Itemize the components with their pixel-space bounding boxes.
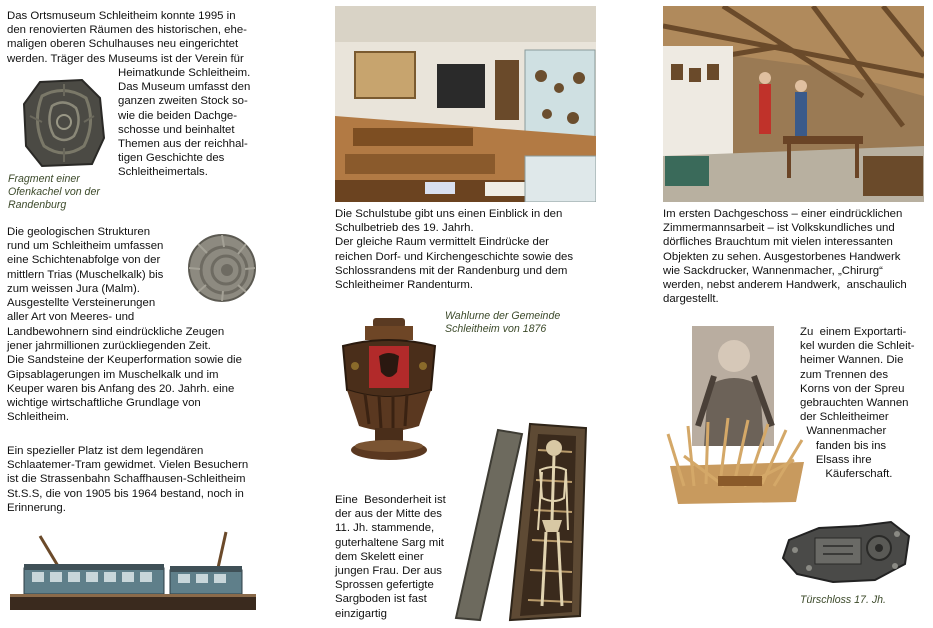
ofenkachel-photo <box>22 76 106 168</box>
schulstube-text: Die Schulstube gibt uns einen Einblick in den Schulbetrieb des 19. Jahrh. Der gleiche Raum vermittelt Eindrücke der reichen Dorf- und Kirchengeschichte sowie des Schlossrandens mit der Randenburg und dem Schleitheimer Randenturm. <box>335 208 574 292</box>
sarg-text: Eine Besonderheit ist der aus der Mitte des 11. Jh. stammende, guterhaltene Sarg mit dem Skelett einer jungen Frau. Der aus Sprossen gefertigte Sargboden ist fast einzigartig <box>335 494 446 620</box>
dachgeschoss-text: Im ersten Dachgeschoss – einer eindrücklichen Zimmermannsarbeit – ist Volkskundliches und dörfliches Brauchtum mit vielen interessanten Objekten zu sehen. Ausgestorbenes Handwerk wie Sackdrucker, Wannenmacher, „Chirurg“ werden, nebst anderem Handwerk, anschaulich dargestellt. <box>663 208 907 306</box>
tuerschloss-caption: Türschloss 17. Jh. <box>800 594 886 606</box>
wannenmacher-photo <box>664 326 804 506</box>
tram-text: Ein spezieller Platz ist dem legendären Schlaatemer-Tram gewidmet. Vielen Besuchern ist die Strassenbahn Schaffhausen-Schleitheim St.S.S, die von 1905 bis 1964 bestand, noch in Erinnerung. <box>7 445 249 514</box>
tram-model-photo <box>10 528 256 610</box>
intro-wrap-text: Heimatkunde Schleitheim. Das Museum umfasst den ganzen zweiten Stock so- wie die beiden Dachge- schosse und beinhaltet Themen aus der reichhal- tigen Geschichte des Schleitheimertals. <box>118 67 251 179</box>
dachgeschoss-photo <box>663 6 924 202</box>
tuerschloss-photo <box>779 518 913 586</box>
ofenkachel-caption: Fragment einer Ofenkachel von der Randenburg <box>8 173 100 211</box>
sarg-skelett-photo <box>450 420 590 622</box>
wahlurne-photo <box>335 316 443 466</box>
wannen-text: Zu einem Exportarti- kel wurden die Schleit- heimer Wannen. Die zum Trennen des Korns von der Spreu gebrauchten Wannen der Schleitheimer Wannenmacher fanden bis ins Elsass ihre Käuferschaft. <box>800 326 915 481</box>
schulstube-photo <box>335 6 596 202</box>
urne-caption: Wahlurne der Gemeinde Schleitheim von 1876 <box>445 310 561 335</box>
geology-rest-text: Landbewohnern sind eindrückliche Zeugen jener jahrmillionen zurückliegenden Zeit. Die Sandsteine der Keuperformation sowie die Gipsablagerungen im Muschelkalk und im Keuper waren bis Anfang des 20. Jahrh. eine wichtige wirtschaftliche Grundlage von Schleitheim. <box>7 326 242 424</box>
geology-text: Die geologischen Strukturen rund um Schleitheim umfassen eine Schichtenabfolge von der mittlern Trias (Muschelkalk) bis zum weissen Jura (Malm). Ausgestellte Versteinerungen aller Art von Meeres- und <box>7 226 164 324</box>
intro-text: Das Ortsmuseum Schleitheim konnte 1995 in den renovierten Räumen des historischen, ehe- maligen oberen Schulhauses neu eingerichtet werden. Träger des Museums ist der Verein für <box>7 10 247 65</box>
ammonite-photo <box>186 232 258 304</box>
